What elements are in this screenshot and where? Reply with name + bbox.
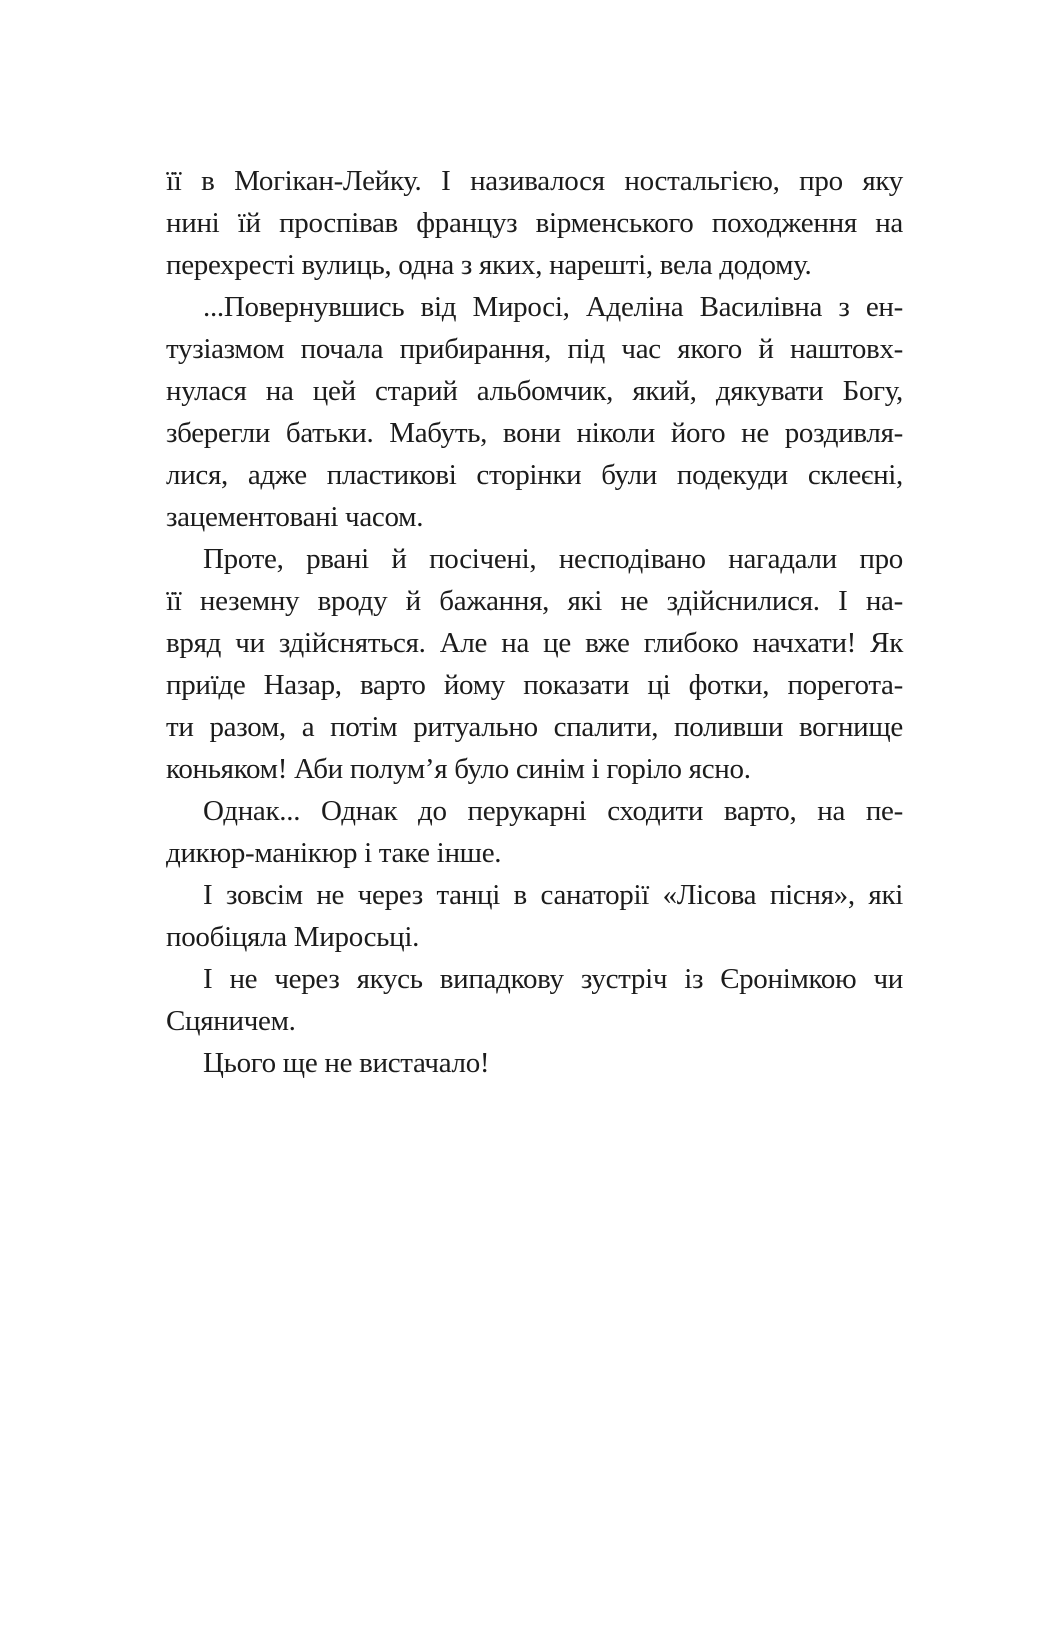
text-line: ти разом, а потім ритуально спалити, поливши вогнище [166, 711, 903, 743]
text-line: нулася на цей старий альбомчик, який, дякувати Богу, [166, 375, 903, 407]
text-line: Сцяничем. [166, 1005, 296, 1037]
text-line: зберегли батьки. Мабуть, вони ніколи його не роздивля- [166, 417, 903, 449]
text-line: коньяком! Аби полум’я було синім і горіло ясно. [166, 753, 751, 785]
text-line: І не через якусь випадкову зустріч із Єронімкою чи [203, 963, 903, 995]
text-line: вряд чи здійсняться. Але на це вже глибоко начхати! Як [166, 627, 903, 659]
text-line: лися, адже пластикові сторінки були подекуди склеєні, [166, 459, 903, 491]
text-line: її в Могікан-Лейку. І називалося ностальгією, про яку [166, 165, 903, 197]
text-line: зацементовані часом. [166, 501, 424, 533]
text-block [166, 160, 903, 1084]
text-line: дикюр-манікюр і таке інше. [166, 837, 502, 869]
text-line: нині їй проспівав француз вірменського походження на [166, 207, 903, 239]
text-line: Цього ще не вистачало! [203, 1047, 490, 1079]
text-line: Однак... Однак до перукарні сходити варто, на пе- [203, 795, 903, 827]
text-line: пообіцяла Миросьці. [166, 921, 420, 953]
text-line: її неземну вроду й бажання, які не здійснилися. І на- [166, 585, 903, 617]
text-line: тузіазмом почала прибирання, під час якого й наштовх- [166, 333, 903, 365]
text-line: І зовсім не через танці в санаторії «Лісова пісня», які [203, 879, 903, 911]
text-line: перехресті вулиць, одна з яких, нарешті, вела додому. [166, 249, 812, 281]
text-line: Проте, рвані й посічені, несподівано нагадали про [203, 543, 903, 575]
text-line: приїде Назар, варто йому показати ці фотки, порегота- [166, 669, 903, 701]
text-line: ...Повернувшись від Миросі, Аделіна Василівна з ен- [203, 291, 903, 323]
